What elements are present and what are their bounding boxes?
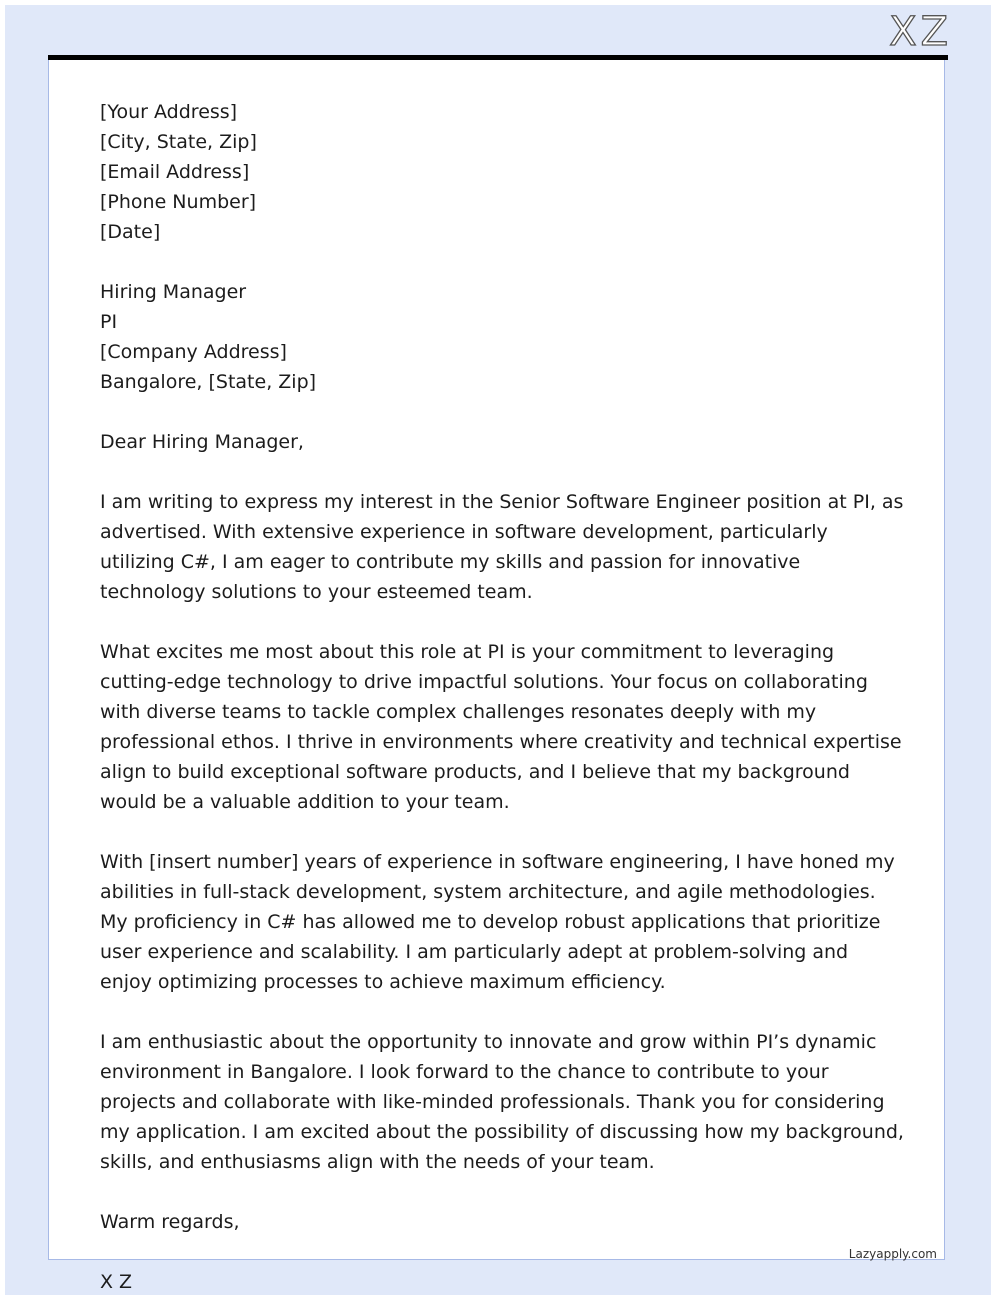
paragraph-experience: With [insert number] years of experience in software engineering, I have honed my abilities in full-stack development, system architecture, and agile methodologies. My proficiency in C# has allowed me to develop robust applications that prioritize user experience and scalability. I am particularly adept at problem-solving and enjoy optimizing processes to achieve maximum efficiency. — [100, 851, 895, 993]
recipient-address: [Company Address] — [100, 341, 287, 363]
closing: Warm regards, — [100, 1211, 240, 1233]
spacer — [100, 1237, 905, 1267]
paragraph-closing: I am enthusiastic about the opportunity to innovate and grow within PI’s dynamic environment in Bangalore. I look forward to the chance to contribute to your projects and collaborate with like-minded professionals. Thank you for considering my application. I am excited about the possibility of discussing how my background, skills, and enthusiasms align with the needs of your team. — [100, 1031, 904, 1173]
salutation: Dear Hiring Manager, — [100, 431, 304, 453]
spacer — [100, 397, 905, 427]
recipient-name: Hiring Manager — [100, 281, 247, 303]
letter-date: [Date] — [100, 221, 161, 243]
monogram-logo: XZ — [889, 9, 952, 55]
recipient-city: Bangalore, [State, Zip] — [100, 371, 317, 393]
spacer — [100, 457, 905, 487]
sender-phone: [Phone Number] — [100, 191, 257, 213]
sender-city-state-zip: [City, State, Zip] — [100, 131, 257, 153]
sender-email: [Email Address] — [100, 161, 250, 183]
recipient-company: PI — [100, 311, 118, 333]
paragraph-motivation: What excites me most about this role at PI is your commitment to leveraging cutting-edge technology to drive impactful solutions. Your focus on collaborating with diverse teams to tackle complex challenges resonates deeply with my professional ethos. I thrive in environments where creativity and technical expertise align to build exceptional software products, and I believe that my background would be a valuable addition to your team. — [100, 641, 902, 813]
spacer — [100, 247, 905, 277]
cover-letter-body — [100, 97, 905, 1297]
paragraph-intro: I am writing to express my interest in the Senior Software Engineer position at PI, as advertised. With extensive experience in software development, particularly utilizing C#, I am eager to contribute my skills and passion for innovative technology solutions to your esteemed team. — [100, 491, 904, 603]
sender-address: [Your Address] — [100, 101, 238, 123]
signature: X Z — [100, 1271, 133, 1293]
watermark: Lazyapply.com — [848, 1247, 937, 1261]
